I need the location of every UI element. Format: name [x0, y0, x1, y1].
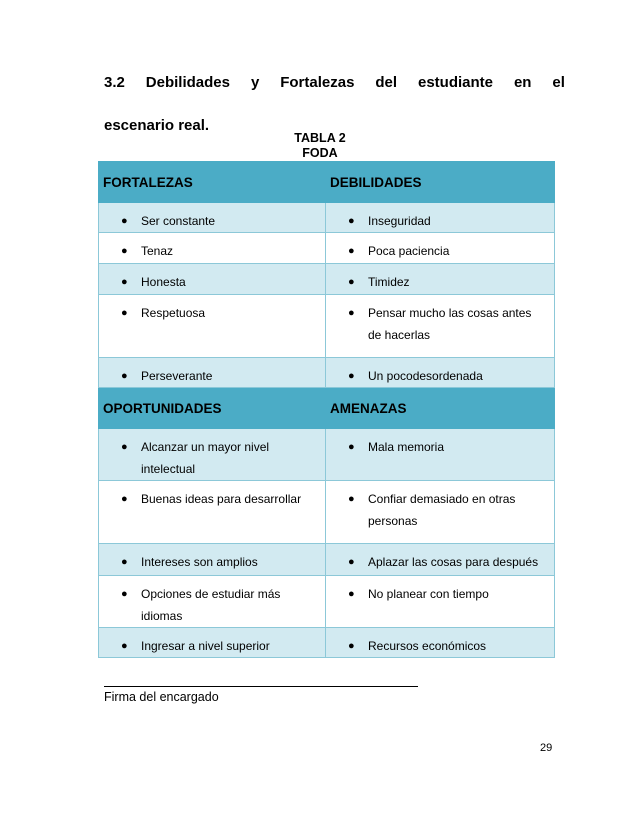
- cell-left: [99, 628, 326, 658]
- table-row: [99, 264, 555, 295]
- table-row: [99, 233, 555, 264]
- bullet-icon: ●: [348, 556, 355, 568]
- list-item-text: Mala memoria: [368, 440, 445, 454]
- cell-right: [326, 264, 555, 295]
- bullet-icon: ●: [121, 370, 128, 382]
- bullet-icon: ●: [348, 307, 355, 319]
- cell-right: [326, 576, 555, 628]
- bullet-icon: ●: [348, 276, 355, 288]
- table-caption-title: FODA: [302, 146, 338, 160]
- page-number: 29: [540, 742, 553, 754]
- table-row: [99, 576, 555, 628]
- table-header-row: [99, 162, 555, 203]
- list-item-text: Ingresar a nivel superior: [141, 639, 270, 653]
- bullet-icon: ●: [121, 307, 128, 319]
- cell-left: [99, 576, 326, 628]
- list-item-text: Timidez: [368, 275, 410, 289]
- cell-right: [326, 481, 555, 544]
- bullet-icon: ●: [348, 588, 355, 600]
- list-item-text: Intereses son amplios: [141, 555, 258, 569]
- cell-left: [99, 264, 326, 295]
- table-caption-number: TABLA 2: [294, 131, 346, 145]
- heading-word: y: [250, 74, 260, 91]
- cell-left: [99, 544, 326, 576]
- header-fortalezas: FORTALEZAS: [99, 162, 326, 203]
- cell-right: [326, 544, 555, 576]
- list-item-text: Pensar mucho las cosas antes de hacerlas: [368, 306, 532, 342]
- cell-left: [99, 233, 326, 264]
- bullet-icon: ●: [121, 276, 128, 288]
- heading-word: Fortalezas: [280, 74, 355, 91]
- table-row: [99, 429, 555, 481]
- table-header-row: [99, 388, 555, 429]
- cell-right: [326, 203, 555, 233]
- cell-right: [326, 233, 555, 264]
- table-row: [99, 481, 555, 544]
- bullet-icon: ●: [121, 215, 128, 227]
- bullet-icon: ●: [121, 640, 128, 652]
- list-item-text: Buenas ideas para desarrollar: [141, 492, 302, 506]
- list-item-text: Respetuosa: [141, 306, 206, 320]
- bullet-icon: ●: [121, 245, 128, 257]
- bullet-icon: ●: [348, 370, 355, 382]
- table-row: [99, 203, 555, 233]
- bullet-icon: ●: [348, 245, 355, 257]
- bullet-icon: ●: [121, 493, 128, 505]
- section-heading-line-1: [104, 74, 565, 92]
- signature-label: Firma del encargado: [104, 690, 219, 704]
- section-heading-line-2: escenario real.: [104, 117, 210, 134]
- cell-left: [99, 295, 326, 358]
- cell-left: [99, 481, 326, 544]
- table-row: [99, 544, 555, 576]
- list-item-text: Ser constante: [141, 214, 216, 228]
- bullet-icon: ●: [121, 441, 128, 453]
- bullet-icon: ●: [121, 556, 128, 568]
- list-item-text: Recursos económicos: [368, 639, 487, 653]
- list-item-text: Aplazar las cosas para después: [368, 555, 539, 569]
- cell-left: [99, 358, 326, 388]
- heading-word: Debilidades: [145, 74, 230, 91]
- cell-left: [99, 203, 326, 233]
- list-item-text: Tenaz: [141, 244, 174, 258]
- heading-word: en: [513, 74, 532, 91]
- signature-line: [104, 676, 418, 687]
- header-amenazas: AMENAZAS: [326, 388, 555, 429]
- table-row: [99, 628, 555, 658]
- table-row: [99, 295, 555, 358]
- bullet-icon: ●: [348, 441, 355, 453]
- bullet-icon: ●: [348, 640, 355, 652]
- list-item-text: Alcanzar un mayor nivel intelectual: [141, 440, 270, 476]
- table-caption: [268, 131, 372, 161]
- list-item-text: Honesta: [141, 275, 186, 289]
- list-item-text: Inseguridad: [368, 214, 431, 228]
- list-item-text: Opciones de estudiar más idiomas: [141, 587, 281, 623]
- heading-word: el: [552, 74, 565, 91]
- header-oportunidades: OPORTUNIDADES: [99, 388, 326, 429]
- cell-right: [326, 358, 555, 388]
- foda-table: [98, 161, 555, 658]
- list-item-text: Confiar demasiado en otras personas: [368, 492, 516, 528]
- list-item-text: Un pocodesordenada: [368, 369, 483, 383]
- bullet-icon: ●: [348, 493, 355, 505]
- heading-word: del: [375, 74, 398, 91]
- bullet-icon: ●: [348, 215, 355, 227]
- heading-word: estudiante: [417, 74, 493, 91]
- cell-left: [99, 429, 326, 481]
- header-debilidades: DEBILIDADES: [326, 162, 555, 203]
- list-item-text: Poca paciencia: [368, 244, 450, 258]
- cell-right: [326, 628, 555, 658]
- list-item-text: No planear con tiempo: [368, 587, 489, 601]
- section-heading: [104, 74, 565, 135]
- table-row: [99, 358, 555, 388]
- list-item-text: Perseverante: [141, 369, 213, 383]
- cell-right: [326, 429, 555, 481]
- heading-word: 3.2: [104, 74, 125, 91]
- bullet-icon: ●: [121, 588, 128, 600]
- cell-right: [326, 295, 555, 358]
